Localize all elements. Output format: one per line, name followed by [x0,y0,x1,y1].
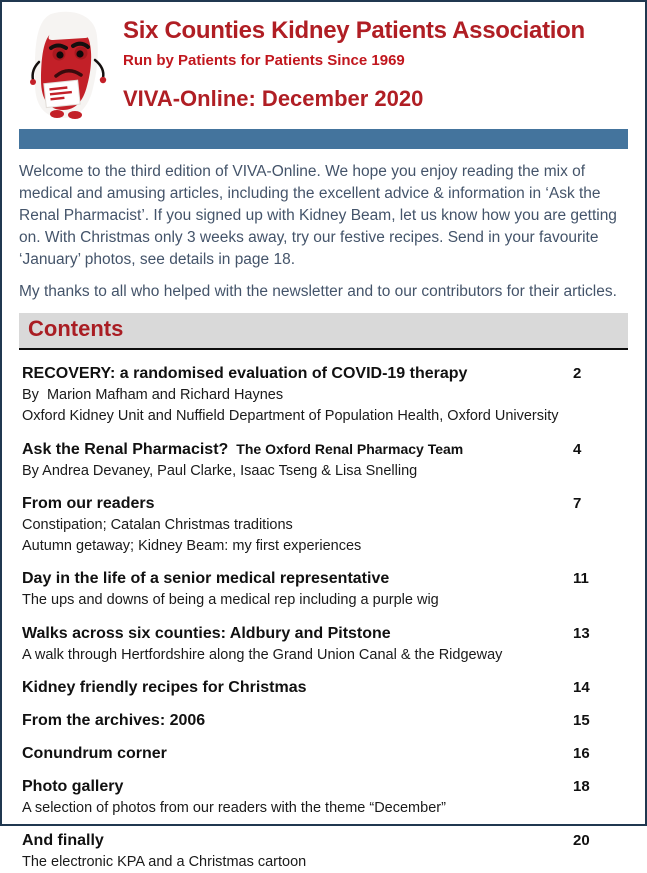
toc-entry-page: 2 [573,365,582,382]
toc-entry-walks [22,624,625,665]
toc-entry-page: 15 [573,711,590,729]
toc-entry-title: RECOVERY: a randomised evaluation of COVID-19 therapy [22,365,468,382]
toc-entry-title: Ask the Renal Pharmacist? The Oxford Renal Pharmacy Team [22,440,464,458]
header [19,10,628,120]
toc-entry-recipes [22,678,625,698]
toc-entry-title: From the archives: 2006 [22,711,206,729]
toc-entry-page: 7 [573,494,582,512]
toc-entry-title-suffix: The Oxford Renal Pharmacy Team [236,440,464,457]
toc-entry-page: 11 [573,570,589,588]
toc-entry-line: The electronic KPA and a Christmas cartoon [22,854,307,871]
toc-entry-title: Photo gallery [22,777,124,795]
page-title: Six Counties Kidney Patients Association [123,17,585,44]
toc-entry-recovery [22,364,625,427]
toc-entry-line: A walk through Hertfordshire along the Grand Union Canal & the Ridgeway [22,646,503,663]
toc-entry-day-in-the-life [22,569,625,610]
toc-entry-renal-pharmacist [22,440,625,481]
toc-entry-conundrum [22,744,625,764]
toc-entry-line: By Marion Mafham and Richard Haynes [22,387,284,403]
toc-entry-page: 16 [573,744,590,762]
toc-entry-archives [22,711,625,731]
toc-entry-title: And finally [22,832,104,850]
toc-entry-line: Oxford Kidney Unit and Nuffield Department of Population Health, Oxford University [22,408,559,425]
kidney-mascot-logo [23,10,115,120]
toc-entry-page: 14 [573,678,590,696]
toc-entry-page: 4 [573,440,582,458]
toc-entry-line: A selection of photos from our readers with the theme “December” [22,799,446,816]
intro-paragraph-2: My thanks to all who helped with the newsletter and to our contributors for their articles. [19,283,617,300]
toc-entry-line: The ups and downs of being a medical rep including a purple wig [22,592,439,609]
header-text [115,10,628,112]
page-subtitle: Run by Patients for Patients Since 1969 [123,52,405,70]
toc-entry-title: From our readers [22,494,155,512]
toc-entry-title: Walks across six counties: Aldbury and Pitstone [22,624,391,642]
edition-title: VIVA-Online: December 2020 [123,86,424,112]
intro-paragraph-1: Welcome to the third edition of VIVA-Online. We hope you enjoy reading the mix of medical and amusing articles, including the excellent advice & information in ‘Ask the Renal Pharmacist’. If you signed up with Kidney Beam, let us know how you are getting on. With Christmas only 3 weeks away, try our festive recipes. Send in your favourite ‘January’ photos, see details in page 18. [19,163,622,268]
toc-entry-title: Kidney friendly recipes for Christmas [22,678,307,696]
toc-entry-page: 20 [573,832,590,850]
toc-entry-page: 13 [573,624,590,642]
toc-entry-page: 18 [573,777,590,795]
toc-entry-title: Day in the life of a senior medical representative [22,570,390,588]
contents-heading-bar [19,313,628,350]
toc-entry-and-finally [22,831,625,872]
divider-bar [19,129,628,149]
toc-entry-from-our-readers [22,494,625,557]
toc-entry-line: By Andrea Devaney, Paul Clarke, Isaac Tseng & Lisa Snelling [22,462,418,479]
intro-section [19,161,628,303]
toc-entry-title: Conundrum corner [22,744,167,762]
contents-heading: Contents [28,316,124,341]
toc-entry-line: Constipation; Catalan Christmas traditions [22,516,293,533]
toc-entry-line: Autumn getaway; Kidney Beam: my first experiences [22,538,362,555]
table-of-contents [19,364,628,873]
toc-entry-photo-gallery [22,777,625,818]
